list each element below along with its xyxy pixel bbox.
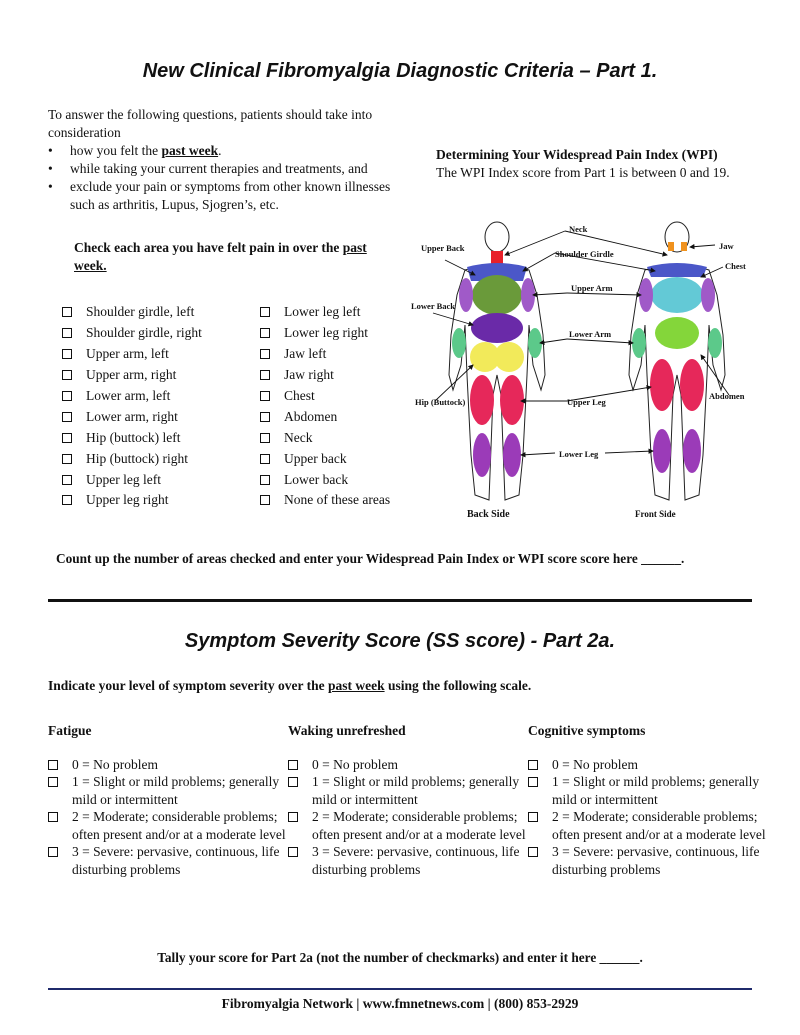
severity-option[interactable]: 3 = Severe: pervasive, continuous, life disturbing problems bbox=[48, 843, 288, 878]
label-back-side: Back Side bbox=[467, 509, 510, 520]
intro-paragraph: To answer the following questions, patients should take into consideration bbox=[48, 107, 373, 140]
part2a-title: Symptom Severity Score (SS score) - Part 2a. bbox=[184, 630, 616, 652]
section-divider bbox=[48, 599, 752, 602]
label-lower-leg: Lower Leg bbox=[559, 449, 599, 459]
checkbox[interactable] bbox=[62, 454, 72, 464]
area-item[interactable]: Upper leg left bbox=[62, 469, 202, 490]
checkbox[interactable] bbox=[260, 370, 270, 380]
intro-bullets bbox=[48, 142, 408, 214]
front-lower-leg-left-region bbox=[653, 429, 671, 473]
abdomen-region bbox=[655, 317, 699, 349]
checkbox[interactable] bbox=[62, 391, 72, 401]
checkbox[interactable] bbox=[260, 328, 270, 338]
area-item[interactable]: None of these areas bbox=[260, 490, 390, 511]
severity-option[interactable]: 2 = Moderate; considerable problems; often present and/or at a moderate level bbox=[528, 808, 768, 843]
front-shoulder-region bbox=[647, 263, 707, 277]
lower-leg-left-region bbox=[473, 433, 491, 477]
waking-unrefreshed-column bbox=[288, 722, 528, 878]
intro-text bbox=[48, 106, 408, 214]
area-item[interactable]: Upper arm, right bbox=[62, 365, 202, 386]
checkbox[interactable] bbox=[62, 307, 72, 317]
checkbox[interactable] bbox=[62, 349, 72, 359]
bullet-past-week: • how you felt the past week. bbox=[70, 142, 408, 160]
front-lower-arm-right-region bbox=[708, 328, 722, 358]
jaw-right-region bbox=[681, 242, 687, 251]
area-item[interactable]: Upper arm, left bbox=[62, 344, 202, 365]
checkbox[interactable] bbox=[528, 777, 538, 787]
label-chest: Chest bbox=[725, 261, 746, 271]
front-upper-leg-left-region bbox=[650, 359, 674, 411]
area-item[interactable]: Lower back bbox=[260, 469, 390, 490]
checkbox[interactable] bbox=[260, 391, 270, 401]
front-upper-arm-right-region bbox=[701, 278, 715, 312]
lower-arm-left-region bbox=[452, 328, 466, 358]
wpi-heading: Determining Your Widespread Pain Index (WPI) bbox=[436, 147, 718, 162]
checkbox[interactable] bbox=[288, 812, 298, 822]
label-shoulder-girdle: Shoulder Girdle bbox=[555, 249, 614, 259]
lower-back-region bbox=[471, 313, 523, 343]
area-item[interactable]: Shoulder girdle, left bbox=[62, 302, 202, 323]
checkbox[interactable] bbox=[48, 812, 58, 822]
label-neck: Neck bbox=[569, 224, 588, 234]
front-lower-leg-right-region bbox=[683, 429, 701, 473]
body-diagram bbox=[405, 215, 775, 525]
cognitive-heading: Cognitive symptoms bbox=[528, 723, 646, 738]
wpi-heading-block bbox=[436, 146, 776, 182]
footer-divider bbox=[48, 988, 752, 990]
jaw-left-region bbox=[668, 242, 674, 251]
upper-back-region bbox=[472, 275, 522, 315]
checkbox[interactable] bbox=[48, 777, 58, 787]
severity-option[interactable]: 0 = No problem bbox=[48, 756, 288, 774]
severity-option[interactable]: 1 = Slight or mild problems; generally mild or intermittent bbox=[528, 773, 768, 808]
area-item[interactable]: Shoulder girdle, right bbox=[62, 323, 202, 344]
label-lower-arm: Lower Arm bbox=[569, 329, 612, 339]
severity-option[interactable]: 0 = No problem bbox=[528, 756, 768, 774]
neck-region bbox=[491, 251, 503, 265]
front-lower-arm-left-region bbox=[632, 328, 646, 358]
severity-option[interactable]: 1 = Slight or mild problems; generally mild or intermittent bbox=[288, 773, 528, 808]
front-upper-arm-left-region bbox=[639, 278, 653, 312]
checkbox[interactable] bbox=[288, 760, 298, 770]
back-regions bbox=[452, 251, 542, 477]
areas-list-left bbox=[62, 302, 202, 511]
checkbox[interactable] bbox=[62, 475, 72, 485]
area-item[interactable]: Upper leg right bbox=[62, 490, 202, 511]
severity-option[interactable]: 2 = Moderate; considerable problems; often present and/or at a moderate level bbox=[48, 808, 288, 843]
part1-title: New Clinical Fibromyalgia Diagnostic Criteria – Part 1. bbox=[142, 60, 658, 82]
label-upper-back: Upper Back bbox=[421, 243, 465, 253]
checkbox[interactable] bbox=[62, 412, 72, 422]
checkbox[interactable] bbox=[260, 475, 270, 485]
wpi-subtext: The WPI Index score from Part 1 is between 0 and 19. bbox=[436, 165, 730, 180]
checkbox[interactable] bbox=[288, 777, 298, 787]
checkbox[interactable] bbox=[62, 328, 72, 338]
bullet-therapies: • while taking your current therapies and treatments, and bbox=[70, 160, 408, 178]
checkbox[interactable] bbox=[528, 760, 538, 770]
checkbox[interactable] bbox=[260, 433, 270, 443]
checkbox[interactable] bbox=[62, 495, 72, 505]
checkbox[interactable] bbox=[260, 349, 270, 359]
upper-leg-right-region bbox=[500, 375, 524, 425]
severity-option[interactable]: 3 = Severe: pervasive, continuous, life disturbing problems bbox=[528, 843, 768, 878]
upper-leg-left-region bbox=[470, 375, 494, 425]
label-upper-arm: Upper Arm bbox=[571, 283, 613, 293]
severity-option[interactable]: 0 = No problem bbox=[288, 756, 528, 774]
area-item[interactable]: Upper back bbox=[260, 448, 390, 469]
label-lower-back: Lower Back bbox=[411, 301, 455, 311]
checkbox[interactable] bbox=[528, 812, 538, 822]
area-item[interactable]: Jaw left bbox=[260, 344, 390, 365]
area-item[interactable]: Lower arm, left bbox=[62, 386, 202, 407]
bullet-exclude: • exclude your pain or symptoms from other known illnesses such as arthritis, Lupus, Sjogren’s, etc. bbox=[70, 178, 408, 214]
footer: Fibromyalgia Network | www.fmnetnews.com | (800) 853-2929 bbox=[221, 996, 579, 1011]
front-upper-leg-right-region bbox=[680, 359, 704, 411]
tally-line: Tally your score for Part 2a (not the number of checkmarks) and enter it here ______. bbox=[157, 950, 643, 965]
cognitive-symptoms-column bbox=[528, 722, 768, 878]
label-front-side: Front Side bbox=[635, 509, 676, 519]
area-item[interactable]: Lower arm, right bbox=[62, 406, 202, 427]
area-item[interactable]: Neck bbox=[260, 427, 390, 448]
lower-leg-right-region bbox=[503, 433, 521, 477]
area-item[interactable]: Abdomen bbox=[260, 406, 390, 427]
hip-right-region bbox=[494, 342, 524, 372]
severity-instructions: Indicate your level of symptom severity over the past week using the following scale. bbox=[48, 678, 532, 693]
area-item[interactable]: Jaw right bbox=[260, 365, 390, 386]
waking-heading: Waking unrefreshed bbox=[288, 723, 406, 738]
checkbox[interactable] bbox=[260, 454, 270, 464]
severity-option[interactable]: 2 = Moderate; considerable problems; often present and/or at a moderate level bbox=[288, 808, 528, 843]
chest-region bbox=[651, 277, 703, 313]
fatigue-column bbox=[48, 722, 288, 878]
area-item[interactable]: Chest bbox=[260, 386, 390, 407]
label-hip: Hip (Buttock) bbox=[415, 397, 466, 407]
checkbox[interactable] bbox=[260, 495, 270, 505]
check-heading: Check each area you have felt pain in over the past week. bbox=[74, 240, 367, 273]
severity-option[interactable]: 1 = Slight or mild problems; generally mild or intermittent bbox=[48, 773, 288, 808]
label-abdomen: Abdomen bbox=[709, 391, 745, 401]
wpi-count-line: Count up the number of areas checked and enter your Widespread Pain Index or WPI score score here ______. bbox=[56, 551, 685, 566]
checkbox[interactable] bbox=[260, 307, 270, 317]
area-item[interactable]: Hip (buttock) right bbox=[62, 448, 202, 469]
lower-arm-right-region bbox=[528, 328, 542, 358]
area-item[interactable]: Hip (buttock) left bbox=[62, 427, 202, 448]
checkbox[interactable] bbox=[528, 847, 538, 857]
label-upper-leg: Upper Leg bbox=[567, 397, 606, 407]
fatigue-heading: Fatigue bbox=[48, 723, 92, 738]
area-item[interactable]: Lower leg right bbox=[260, 323, 390, 344]
checkbox[interactable] bbox=[288, 847, 298, 857]
checkbox[interactable] bbox=[48, 760, 58, 770]
upper-arm-right-region bbox=[521, 278, 535, 312]
upper-arm-left-region bbox=[459, 278, 473, 312]
severity-option[interactable]: 3 = Severe: pervasive, continuous, life disturbing problems bbox=[288, 843, 528, 878]
checkbox[interactable] bbox=[48, 847, 58, 857]
checkbox[interactable] bbox=[260, 412, 270, 422]
area-item[interactable]: Lower leg left bbox=[260, 302, 390, 323]
checkbox[interactable] bbox=[62, 370, 72, 380]
areas-list-right bbox=[260, 302, 390, 511]
label-jaw: Jaw bbox=[719, 241, 734, 251]
checkbox[interactable] bbox=[62, 433, 72, 443]
